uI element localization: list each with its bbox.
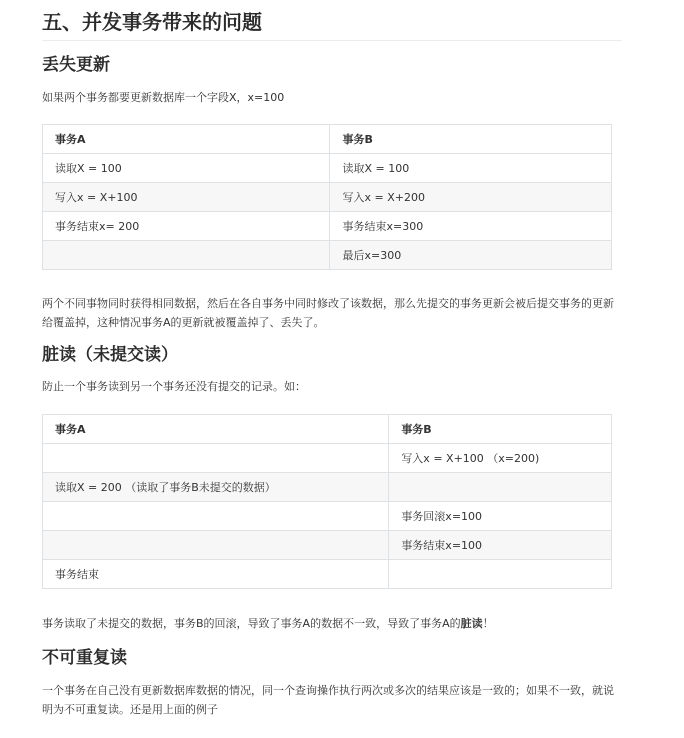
table-row [43,444,612,473]
table-row [43,502,612,531]
dirty-read-heading: 脏读（未提交读） [42,345,178,365]
section-title: 五、并发事务带来的问题 [42,8,622,41]
lost-update-intro: 如果两个事务都要更新数据库一个字段X，x=100 [42,91,285,104]
table-header: 事务B [330,125,612,154]
non-repeatable-heading: 不可重复读 [42,648,127,668]
table-cell: 写入x = X+100 （x=200) [389,444,612,473]
table-row [43,473,612,502]
table-cell: 事务结束x= 200 [43,212,330,241]
lost-update-summary: 两个不同事物同时获得相同数据，然后在各自事务中同时修改了该数据，那么先提交的事务更新会被后提交事务的更新给覆盖掉，这种情况事务A的更新就被覆盖掉了、丢失了。 [42,297,614,329]
table-cell: 读取X = 200 （读取了事务B未提交的数据） [43,473,389,502]
table-row [43,560,612,589]
table-cell [389,560,612,589]
table-header-row [43,125,612,154]
table-cell: 事务结束x=300 [330,212,612,241]
table-cell: 读取X = 100 [330,154,612,183]
dirty-read-summary [42,614,622,633]
table-cell: 最后x=300 [330,241,612,270]
lost-update-table [42,124,612,270]
table-cell: 写入x = X+100 [43,183,330,212]
table-cell: 读取X = 100 [43,154,330,183]
table-cell: 事务结束 [43,560,389,589]
non-repeatable-text: 一个事务在自己没有更新数据库数据的情况，同一个查询操作执行两次或多次的结果应该是一致的；如果不一致，就说明为不可重复读。还是用上面的例子 [42,684,614,716]
table-cell [43,241,330,270]
table-header: 事务B [389,415,612,444]
lost-update-heading: 丢失更新 [42,55,110,75]
dirty-read-table [42,414,612,589]
dirty-read-term: 脏读 [460,617,483,630]
table-row [43,241,612,270]
table-cell: 事务结束x=100 [389,531,612,560]
table-cell: 事务回滚x=100 [389,502,612,531]
table-row [43,212,612,241]
table-header: 事务A [43,415,389,444]
table-row [43,183,612,212]
dirty-read-intro: 防止一个事务读到另一个事务还没有提交的记录。如： [42,380,306,393]
table-row [43,531,612,560]
table-header-row [43,415,612,444]
table-cell: 写入x = X+200 [330,183,612,212]
table-header: 事务A [43,125,330,154]
dirty-read-summary-prefix: 事务读取了未提交的数据，事务B的回滚，导致了事务A的数据不一致，导致了事务A的 [42,617,461,630]
table-cell [389,473,612,502]
table-row [43,154,612,183]
table-cell [43,531,389,560]
dirty-read-summary-suffix: ！ [482,617,494,630]
table-cell [43,444,389,473]
table-cell [43,502,389,531]
